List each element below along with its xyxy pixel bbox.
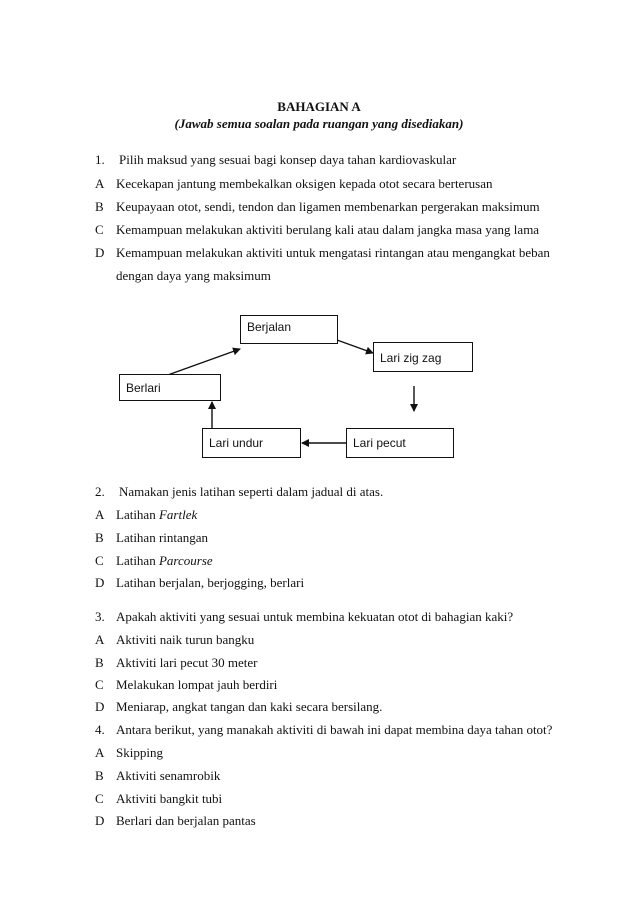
option-text: Kemampuan melakukan aktiviti untuk mengatasi rintangan atau mengangkat beban [116, 245, 550, 260]
question-text: Apakah aktiviti yang sesuai untuk membina kekuatan otot di bahagian kaki? [116, 609, 514, 624]
node-lari-zig-zag [373, 342, 473, 372]
option-text: Latihan berjalan, berjogging, berlari [116, 575, 305, 590]
option-letter: D [95, 575, 105, 590]
option-letter: C [95, 222, 104, 237]
node-label: Lari undur [209, 436, 264, 450]
option-text: Aktiviti naik turun bangku [116, 632, 255, 647]
question-text: Namakan jenis latihan seperti dalam jadual di atas. [119, 484, 384, 499]
question-text: Antara berikut, yang manakah aktiviti di bawah ini dapat membina daya tahan otot? [116, 722, 553, 737]
question-text: Pilih maksud yang sesuai bagi konsep daya tahan kardiovaskular [119, 152, 457, 167]
arrow-berjalan-to-zigzag [337, 340, 373, 353]
option-letter: B [95, 768, 104, 783]
option-emphasis: Fartlek [158, 507, 198, 522]
option-emphasis: Parcourse [158, 553, 213, 568]
option-text: Meniarap, angkat tangan dan kaki secara bersilang. [116, 699, 383, 714]
option-text: Keupayaan otot, sendi, tendon dan ligamen membenarkan pergerakan maksimum [116, 199, 540, 214]
section-instruction: (Jawab semua soalan pada ruangan yang disediakan) [174, 116, 464, 131]
node-label: Lari zig zag [380, 351, 442, 365]
option-text: Kemampuan melakukan aktiviti berulang kali atau dalam jangka masa yang lama [116, 222, 540, 237]
option-letter: B [95, 655, 104, 670]
option-letter: C [95, 553, 104, 568]
option-letter: D [95, 245, 105, 260]
node-berjalan [240, 315, 338, 344]
question-number: 2. [95, 484, 105, 499]
node-label: Berlari [126, 381, 161, 395]
option-letter: A [95, 507, 105, 522]
option-letter: A [95, 176, 105, 191]
arrow-berlari-to-berjalan [165, 349, 240, 376]
option-text: Berlari dan berjalan pantas [116, 813, 256, 828]
node-berlari [119, 374, 221, 401]
node-label: Berjalan [247, 320, 292, 334]
option-text: Latihan Parcourse [116, 553, 213, 568]
option-letter: B [95, 199, 104, 214]
question-number: 1. [95, 152, 105, 167]
option-text: Aktiviti senamrobik [116, 768, 221, 783]
node-label: Lari pecut [353, 436, 406, 450]
option-letter: D [95, 699, 105, 714]
option-text: Aktiviti lari pecut 30 meter [116, 655, 258, 670]
option-letter: B [95, 530, 104, 545]
option-text: Aktiviti bangkit tubi [116, 791, 223, 806]
option-letter: C [95, 791, 104, 806]
option-text: Kecekapan jantung membekalkan oksigen kepada otot secara berterusan [116, 176, 493, 191]
question-number: 4. [95, 722, 105, 737]
option-letter: C [95, 677, 104, 692]
question-number: 3. [95, 609, 105, 624]
section-title: BAHAGIAN A [277, 99, 361, 114]
option-text: Latihan Fartlek [116, 507, 198, 522]
option-text: Melakukan lompat jauh berdiri [116, 677, 278, 692]
option-text: Latihan rintangan [116, 530, 209, 545]
option-letter: A [95, 632, 105, 647]
option-letter: D [95, 813, 105, 828]
node-lari-undur [202, 428, 301, 458]
node-lari-pecut [346, 428, 454, 458]
option-text: Skipping [116, 745, 163, 760]
option-letter: A [95, 745, 105, 760]
option-text-continued: dengan daya yang maksimum [116, 268, 271, 283]
